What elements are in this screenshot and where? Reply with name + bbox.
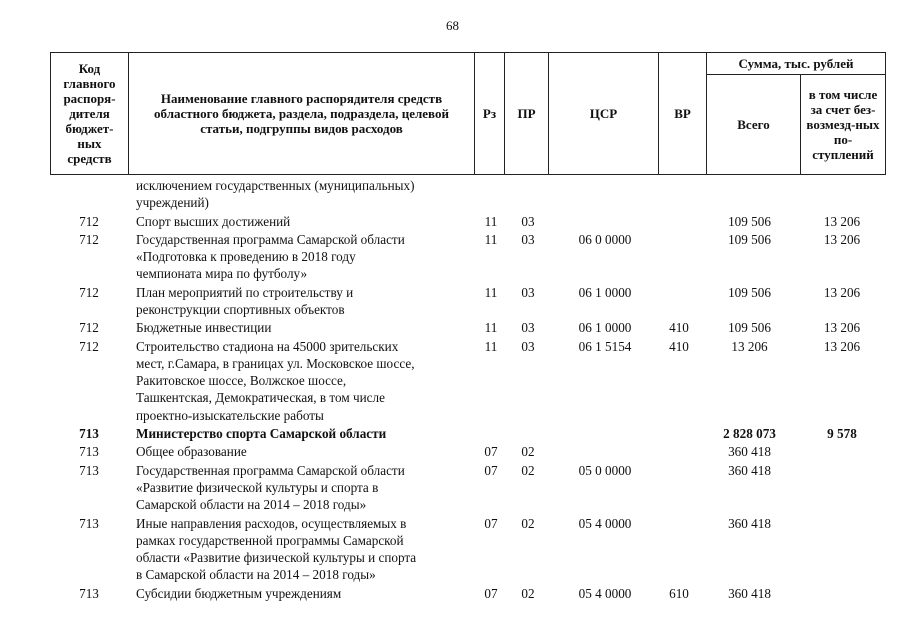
table-row (50, 214, 885, 232)
row-incl: 13 206 (823, 213, 861, 229)
row-name-line: исключением государственных (муниципальных) (136, 178, 415, 193)
table-row (50, 320, 885, 338)
row-name-line: Общее образование (136, 444, 247, 460)
row-incl: 13 206 (823, 284, 861, 300)
row-name (136, 463, 476, 515)
row-name-line: в Самарской области на 2014 – 2018 годы» (136, 567, 376, 583)
row-total: 360 418 (728, 444, 771, 460)
row-name-line: области «Развитие физической культуры и спорта (136, 549, 417, 565)
row-name-line: мест, г.Самара, в границах ул. Московское шоссе, (136, 355, 415, 371)
row-pr: 02 (521, 515, 535, 531)
row-total: 360 418 (728, 462, 771, 478)
row-name-line: Ракитовское шоссе, Волжское шоссе, (136, 373, 347, 389)
row-name (136, 426, 476, 443)
header-rz: Рз (475, 53, 505, 175)
row-pr: 03 (521, 320, 535, 336)
row-name (136, 285, 476, 319)
header-vr: ВР (659, 53, 707, 175)
row-incl: 13 206 (823, 338, 861, 354)
row-name-line: проектно-изыскательские работы (136, 407, 324, 423)
row-code: 712 (79, 213, 99, 229)
row-csr: 05 4 0000 (578, 515, 632, 531)
row-name (136, 339, 476, 425)
row-name-line: План мероприятий по строительству и (136, 284, 354, 300)
row-pr: 03 (521, 231, 535, 247)
row-name-line: Бюджетные инвестиции (136, 320, 272, 336)
row-name (136, 232, 476, 284)
row-name-line: «Подготовка к проведению в 2018 году (136, 249, 356, 265)
row-vr: 610 (669, 585, 689, 601)
row-rz: 11 (484, 320, 498, 336)
row-incl: 13 206 (823, 231, 861, 247)
row-pr: 02 (521, 444, 535, 460)
row-name-line: Иные направления расходов, осуществляемых в (136, 515, 407, 531)
row-code: 713 (79, 444, 99, 460)
row-name-line: Государственная программа Самарской области (136, 231, 405, 247)
row-name (136, 214, 476, 231)
header-code: Код главного распоря-дителя бюджет-ных средств (51, 53, 129, 175)
row-name (136, 444, 476, 461)
row-name-line: Министерство спорта Самарской области (136, 425, 387, 441)
row-rz: 07 (484, 515, 498, 531)
row-csr: 06 1 0000 (578, 284, 632, 300)
header-name: Наименование главного распорядителя средств областного бюджета, раздела, подраздела, целевой статьи, подгруппы видов расходов (129, 53, 475, 175)
table-row (50, 339, 885, 426)
row-csr: 06 0 0000 (578, 231, 632, 247)
row-name-line: Спорт высших достижений (136, 213, 291, 229)
table-header (50, 52, 885, 175)
row-name-line: Субсидии бюджетным учреждениям (136, 585, 342, 601)
table-row (50, 232, 885, 285)
table-row (50, 463, 885, 516)
row-csr: 05 4 0000 (578, 585, 632, 601)
row-pr: 02 (521, 585, 535, 601)
row-total: 360 418 (728, 515, 771, 531)
row-rz: 11 (484, 338, 498, 354)
row-rz: 11 (484, 231, 498, 247)
row-name-line: Ташкентская, Демократическая, в том числе (136, 390, 385, 406)
row-total: 109 506 (728, 284, 771, 300)
row-total: 109 506 (728, 213, 771, 229)
row-code: 713 (79, 515, 99, 531)
row-name-line: реконструкции спортивных объектов (136, 301, 345, 317)
row-name (136, 586, 476, 603)
header-pr: ПР (505, 53, 549, 175)
row-name-line: Строительство стадиона на 45000 зрительских (136, 338, 399, 354)
row-pr: 02 (521, 462, 535, 478)
row-total: 109 506 (728, 320, 771, 336)
row-name (136, 178, 476, 212)
row-total: 109 506 (728, 231, 771, 247)
row-code: 712 (79, 231, 99, 247)
row-csr: 05 0 0000 (578, 462, 632, 478)
row-name-line: чемпионата мира по футболу» (136, 266, 308, 282)
row-pr: 03 (521, 213, 535, 229)
row-code: 712 (79, 284, 99, 300)
row-name-line: «Развитие физической культуры и спорта в (136, 479, 379, 495)
table-row (50, 444, 885, 462)
row-rz: 07 (484, 585, 498, 601)
header-csr: ЦСР (549, 53, 659, 175)
table-row (50, 516, 885, 586)
row-name-line: рамках государственной программы Самарской (136, 532, 404, 548)
table-row (50, 178, 885, 214)
row-csr: 06 1 5154 (578, 338, 632, 354)
row-code: 712 (79, 338, 99, 354)
row-vr: 410 (669, 338, 689, 354)
row-rz: 07 (484, 444, 498, 460)
row-name (136, 516, 476, 585)
table-row (50, 285, 885, 321)
header-total: Всего (707, 75, 801, 175)
row-rz: 11 (484, 284, 498, 300)
row-rz: 07 (484, 462, 498, 478)
row-name (136, 320, 476, 337)
row-incl: 9 578 (827, 425, 857, 441)
row-vr: 410 (669, 320, 689, 336)
row-rz: 11 (484, 213, 498, 229)
header-sum: Сумма, тыс. рублей (707, 53, 886, 75)
row-pr: 03 (521, 338, 535, 354)
row-name-line: учреждений) (136, 195, 209, 211)
row-total: 360 418 (728, 585, 771, 601)
row-total: 13 206 (731, 338, 768, 354)
row-csr: 06 1 0000 (578, 320, 632, 336)
row-code: 713 (79, 585, 99, 601)
table-body (50, 178, 885, 604)
row-name-line: Государственная программа Самарской области (136, 462, 405, 478)
page-number: 68 (446, 18, 459, 33)
header-incl: в том числе за счет без-возмезд-ных по-ступлений (801, 75, 886, 175)
row-total: 2 828 073 (723, 425, 776, 441)
row-incl: 13 206 (823, 320, 861, 336)
row-pr: 03 (521, 284, 535, 300)
table-row (50, 426, 885, 444)
row-code: 712 (79, 320, 99, 336)
row-code: 713 (79, 462, 99, 478)
row-code: 713 (79, 425, 99, 441)
row-name-line: Самарской области на 2014 – 2018 годы» (136, 497, 367, 513)
table-row (50, 586, 885, 604)
